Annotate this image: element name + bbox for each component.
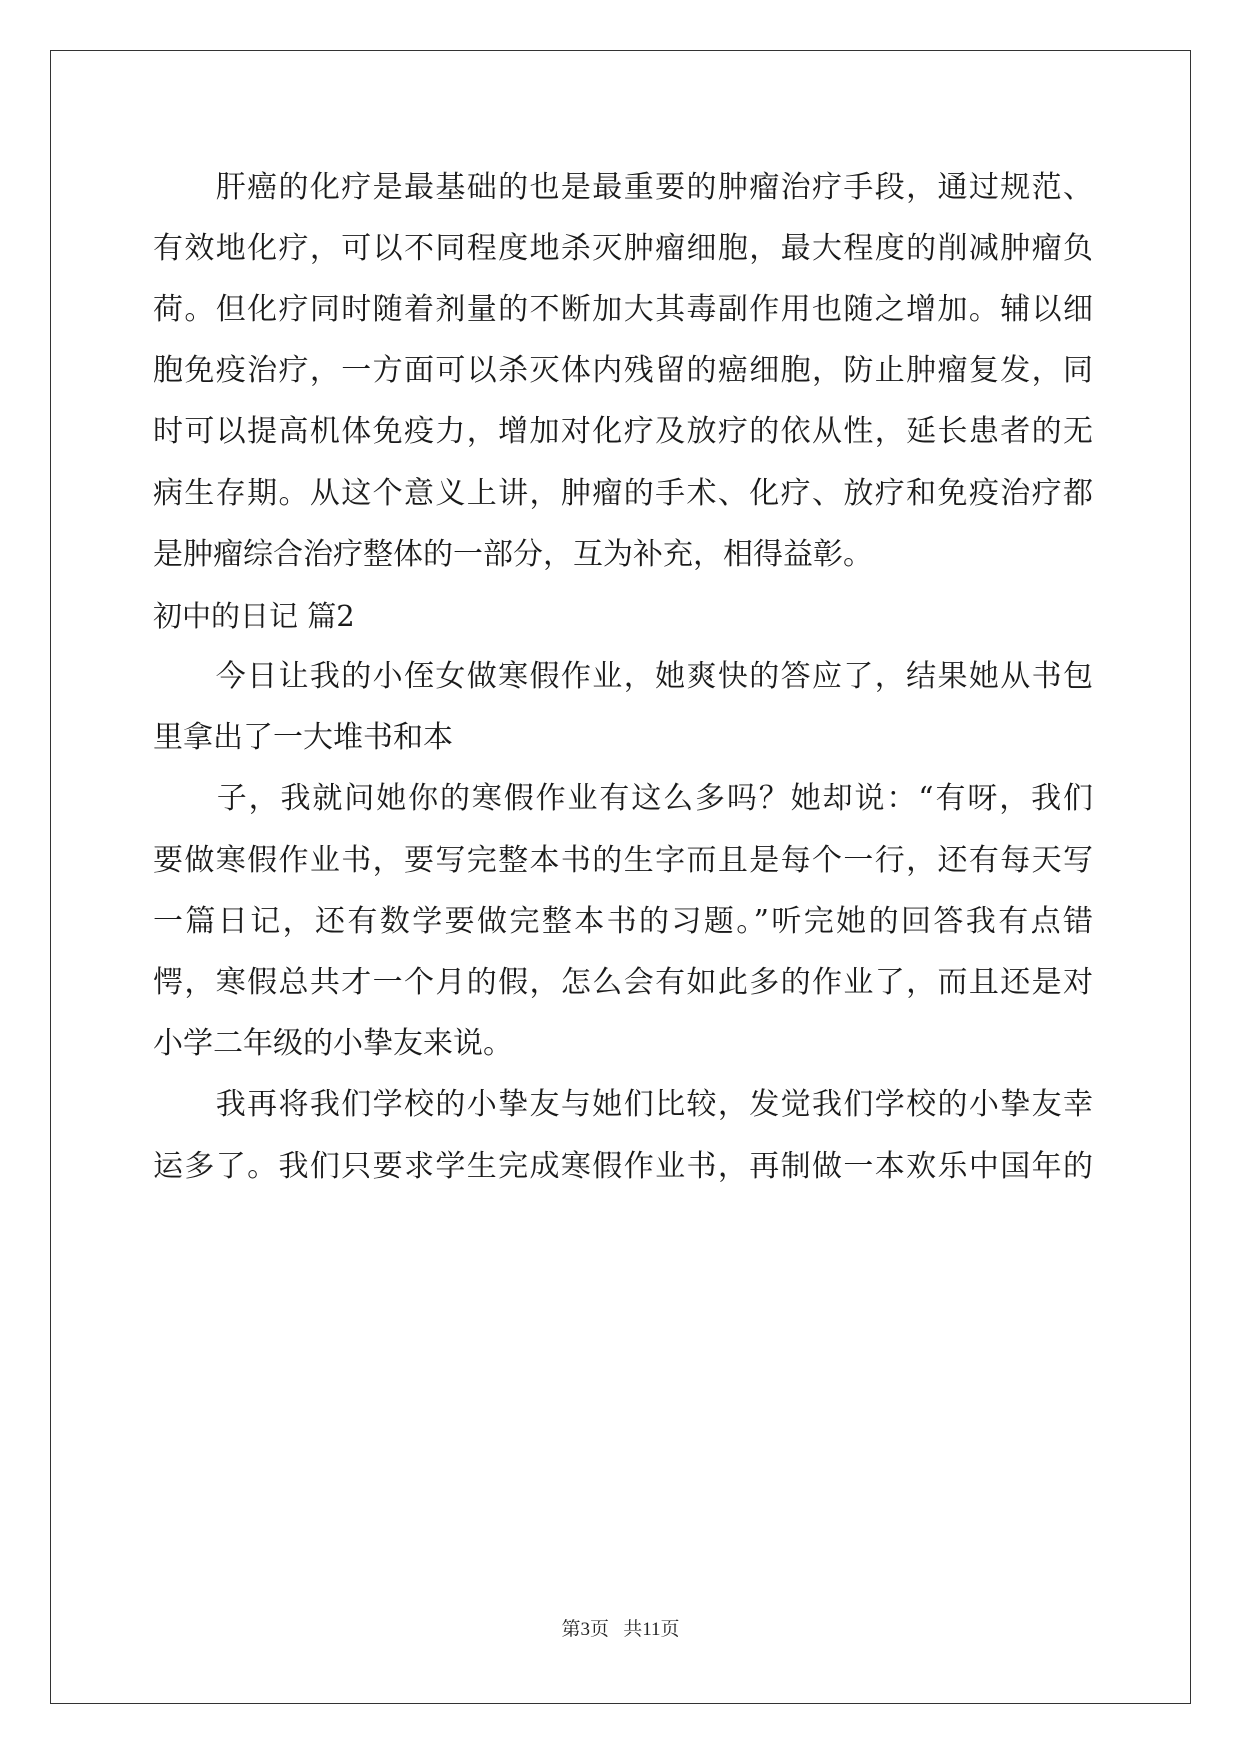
paragraph-line: 是肿瘤综合治疗整体的一部分，互为补充，相得益彰。 bbox=[153, 537, 873, 572]
paragraph-line: 一篇日记，还有数学要做完整本书的习题。”听完她的回答我有点错 bbox=[153, 904, 1093, 939]
paragraph-line: 胞免疫治疗，一方面可以杀灭体内残留的癌细胞，防止肿瘤复发，同 bbox=[153, 353, 1093, 388]
paragraph-line: 我再将我们学校的小挚友与她们比较，发觉我们学校的小挚友幸 bbox=[153, 1087, 1093, 1122]
paragraph-line: 时可以提高机体免疫力，增加对化疗及放疗的依从性，延长患者的无 bbox=[153, 414, 1093, 449]
paragraph-line: 小学二年级的小挚友来说。 bbox=[153, 1026, 513, 1061]
paragraph-line: 荷。但化疗同时随着剂量的不断加大其毒副作用也随之增加。辅以细 bbox=[153, 292, 1093, 327]
paragraph-line: 运多了。我们只要求学生完成寒假作业书，再制做一本欢乐中国年的 bbox=[153, 1149, 1093, 1184]
paragraph-line: 今日让我的小侄女做寒假作业，她爽快的答应了，结果她从书包 bbox=[153, 659, 1093, 694]
paragraph-line: 愕，寒假总共才一个月的假，怎么会有如此多的作业了，而且还是对 bbox=[153, 965, 1093, 1000]
paragraph-line: 有效地化疗，可以不同程度地杀灭肿瘤细胞，最大程度的削减肿瘤负 bbox=[153, 231, 1093, 266]
paragraph-line: 里拿出了一大堆书和本 bbox=[153, 720, 453, 755]
paragraph-line: 肝癌的化疗是最基础的也是最重要的肿瘤治疗手段，通过规范、 bbox=[153, 170, 1093, 205]
page-number-footer: 第3页 共11页 bbox=[561, 1619, 680, 1640]
paragraph-line: 要做寒假作业书，要写完整本书的生字而且是每个一行，还有每天写 bbox=[153, 843, 1093, 878]
paragraph-line: 子，我就问她你的寒假作业有这么多吗？她却说：“有呀，我们 bbox=[153, 781, 1093, 816]
paragraph-line: 病生存期。从这个意义上讲，肿瘤的手术、化疗、放疗和免疫治疗都 bbox=[153, 476, 1093, 511]
section-heading: 初中的日记 篇2 bbox=[153, 599, 355, 633]
